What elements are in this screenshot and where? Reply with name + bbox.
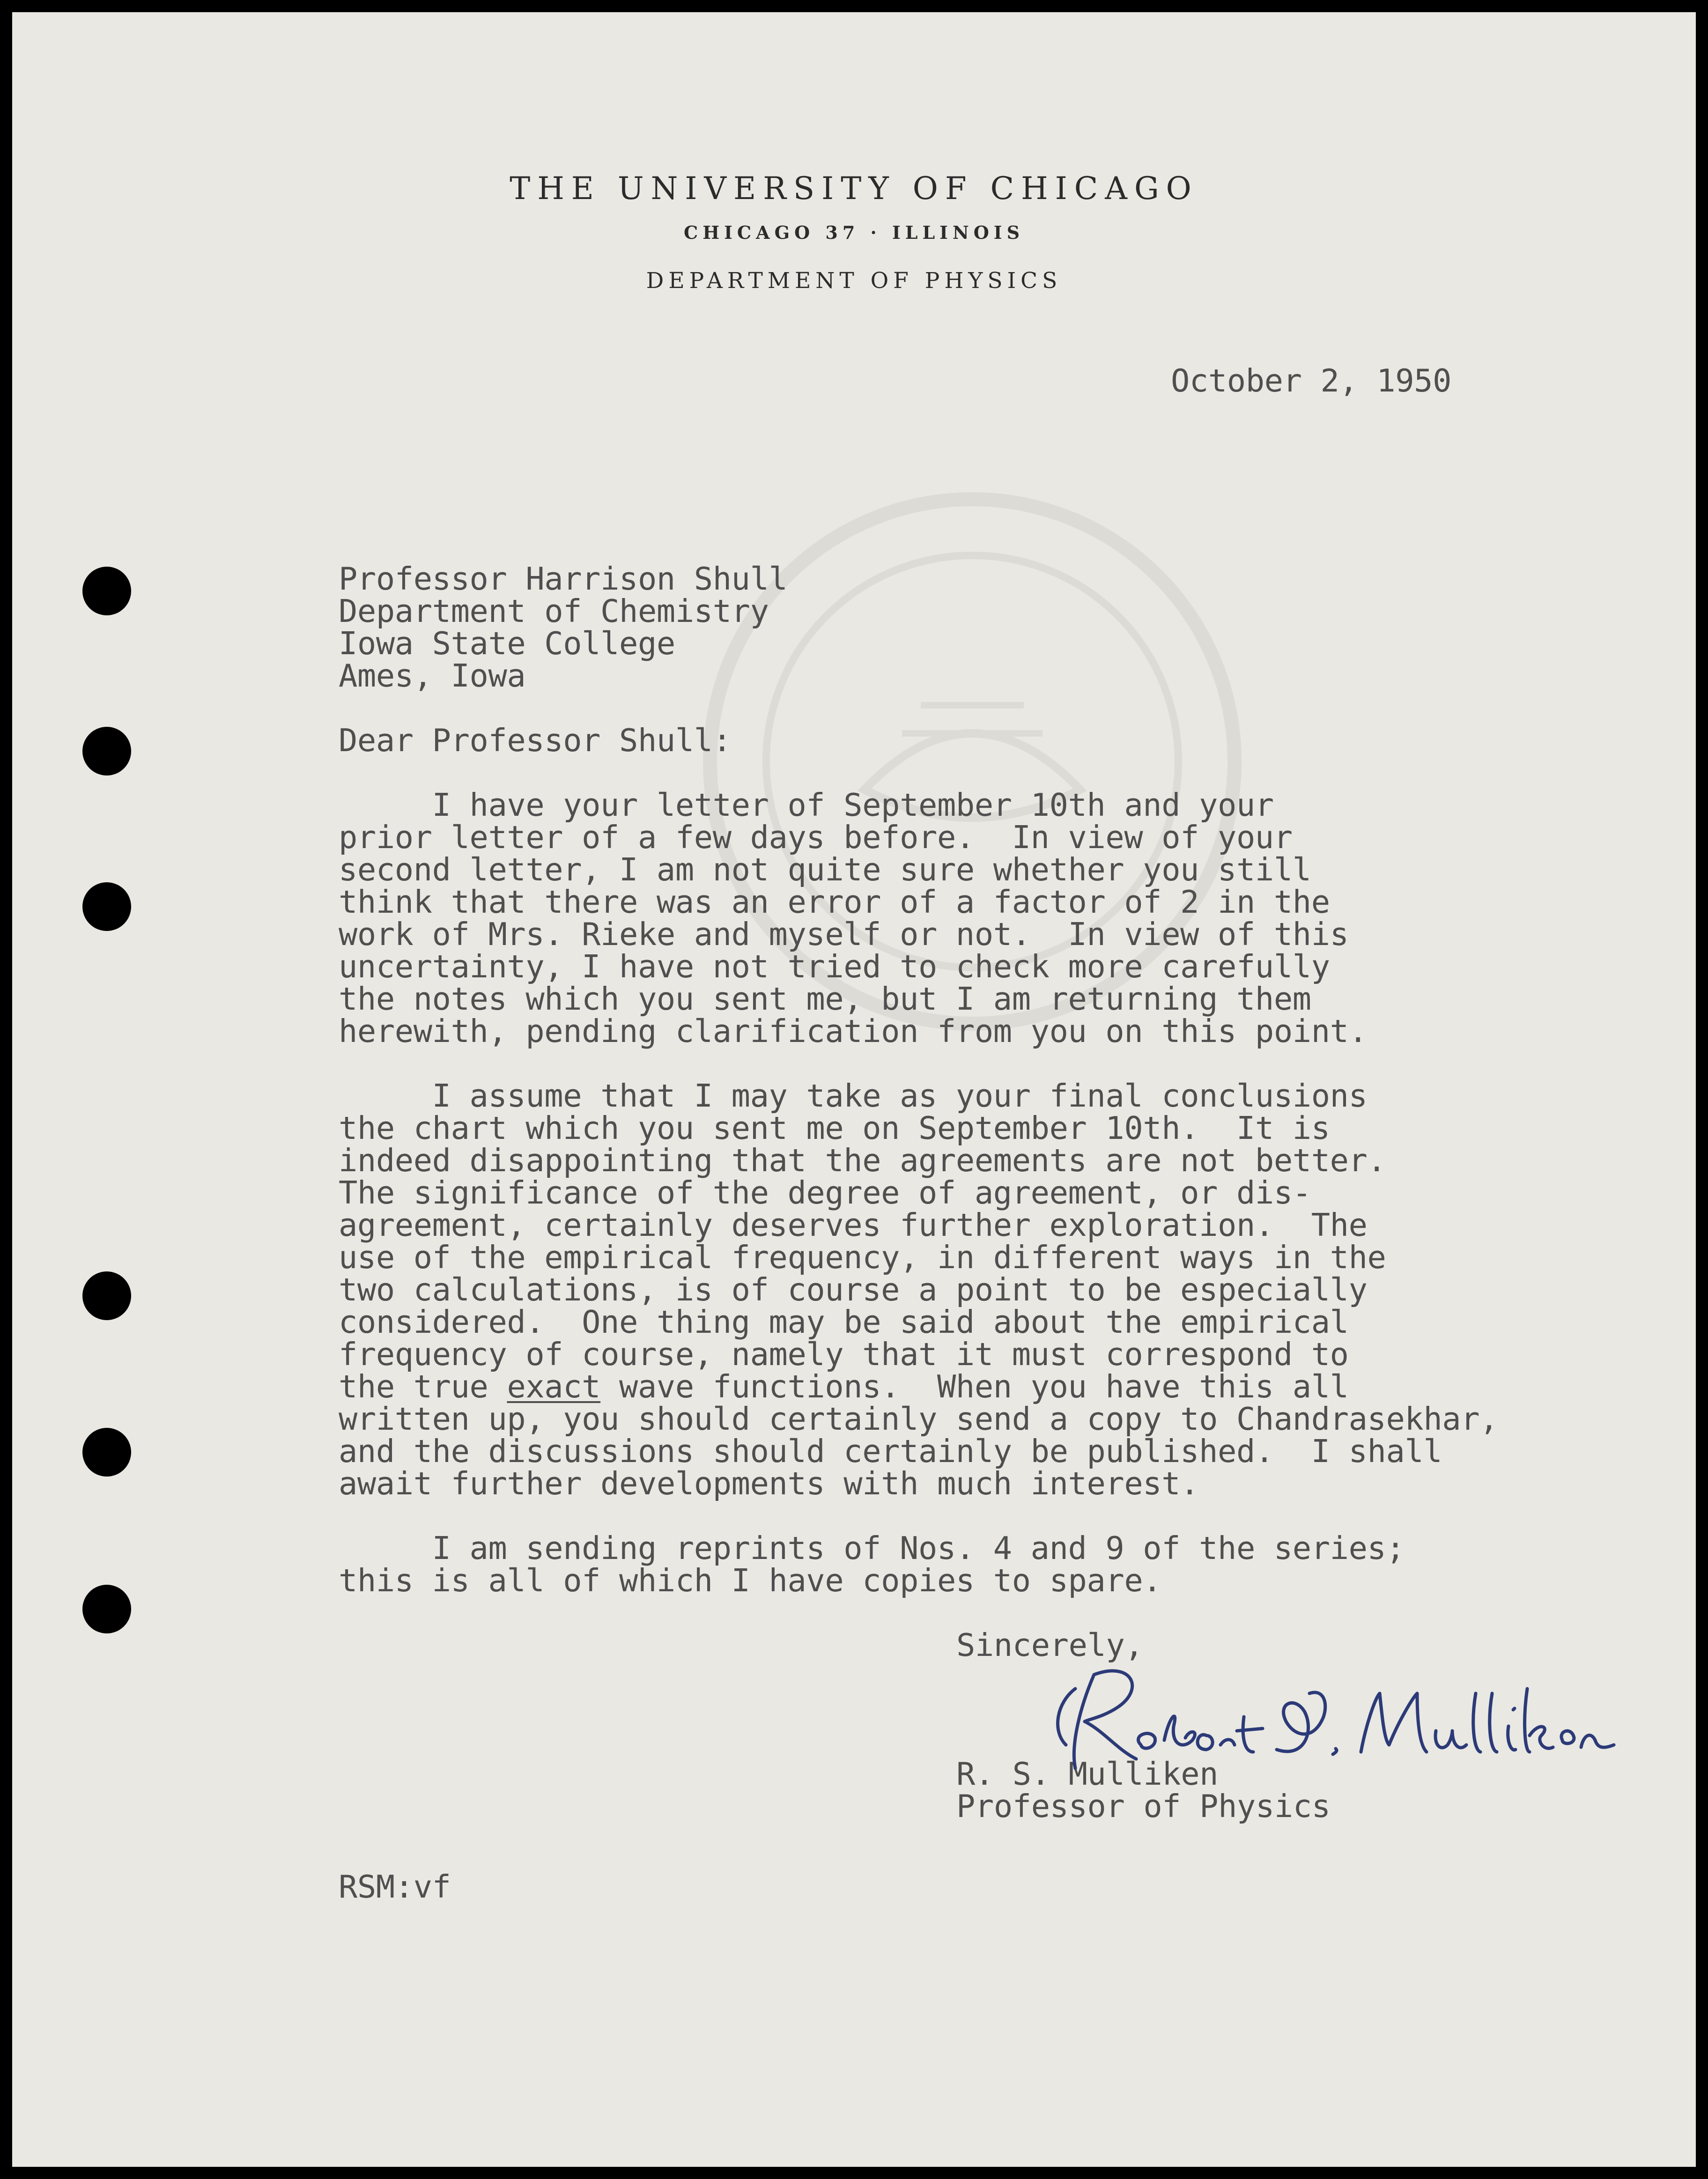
body-line: I have your letter of September 10th and your [339, 787, 1274, 823]
signer-name: R. S. Mulliken [956, 1756, 1219, 1792]
body-line: second letter, I am not quite sure whether you still [339, 851, 1311, 888]
recipient-line: Department of Chemistry [339, 593, 769, 629]
body-line: the chart which you sent me on September 10th. It is [339, 1110, 1330, 1146]
body-line: use of the empirical frequency, in different ways in the [339, 1239, 1386, 1276]
body-line: this is all of which I have copies to spare. [339, 1562, 1162, 1599]
letter-date: October 2, 1950 [1171, 362, 1452, 399]
body-line: and the discussions should certainly be published. I shall [339, 1433, 1442, 1470]
body-text: wave functions. When you have this all [600, 1368, 1349, 1405]
reference-initials: RSM:vf [339, 1869, 451, 1905]
body-line: considered. One thing may be said about the empirical [339, 1304, 1349, 1340]
recipient-line: Iowa State College [339, 625, 675, 662]
body-line: frequency of course, namely that it must correspond to [339, 1336, 1349, 1373]
punch-hole [82, 1585, 131, 1633]
underlined-word: exact [507, 1368, 601, 1405]
handwritten-signature [1024, 1651, 1633, 1792]
letterhead-department: DEPARTMENT OF PHYSICS [646, 268, 1062, 294]
body-line [339, 1368, 1349, 1405]
letterhead-city: CHICAGO 37 · ILLINOIS [683, 222, 1025, 243]
punch-hole [82, 882, 131, 931]
body-line: uncertainty, I have not tried to check more carefully [339, 948, 1330, 985]
letterhead-university: THE UNIVERSITY OF CHICAGO [510, 170, 1198, 207]
body-line: The significance of the degree of agreement, or dis- [339, 1174, 1311, 1211]
letter-page [12, 12, 1696, 2167]
body-line: I am sending reprints of Nos. 4 and 9 of the series; [339, 1530, 1405, 1566]
body-line: think that there was an error of a factor of 2 in the [339, 884, 1330, 920]
body-line: the notes which you sent me, but I am returning them [339, 981, 1311, 1017]
body-line: prior letter of a few days before. In view of your [339, 819, 1293, 856]
closing: Sincerely, [956, 1627, 1144, 1663]
body-line: work of Mrs. Rieke and myself or not. In view of this [339, 916, 1349, 953]
punch-hole [82, 727, 131, 776]
recipient-line: Ames, Iowa [339, 657, 526, 694]
body-text: the true [339, 1368, 507, 1405]
punch-hole [82, 567, 131, 615]
recipient-line: Professor Harrison Shull [339, 561, 788, 597]
body-line: await further developments with much interest. [339, 1465, 1199, 1502]
body-line: herewith, pending clarification from you on this point. [339, 1013, 1368, 1049]
body-line: agreement, certainly deserves further exploration. The [339, 1207, 1368, 1243]
punch-hole [82, 1428, 131, 1477]
signer-title: Professor of Physics [956, 1788, 1331, 1824]
salutation: Dear Professor Shull: [339, 722, 732, 759]
body-line: indeed disappointing that the agreements are not better. [339, 1142, 1386, 1179]
body-line: written up, you should certainly send a copy to Chandrasekhar, [339, 1401, 1499, 1437]
body-line: I assume that I may take as your final conclusions [339, 1078, 1368, 1114]
body-line: two calculations, is of course a point to be especially [339, 1271, 1368, 1308]
punch-hole [82, 1271, 131, 1320]
